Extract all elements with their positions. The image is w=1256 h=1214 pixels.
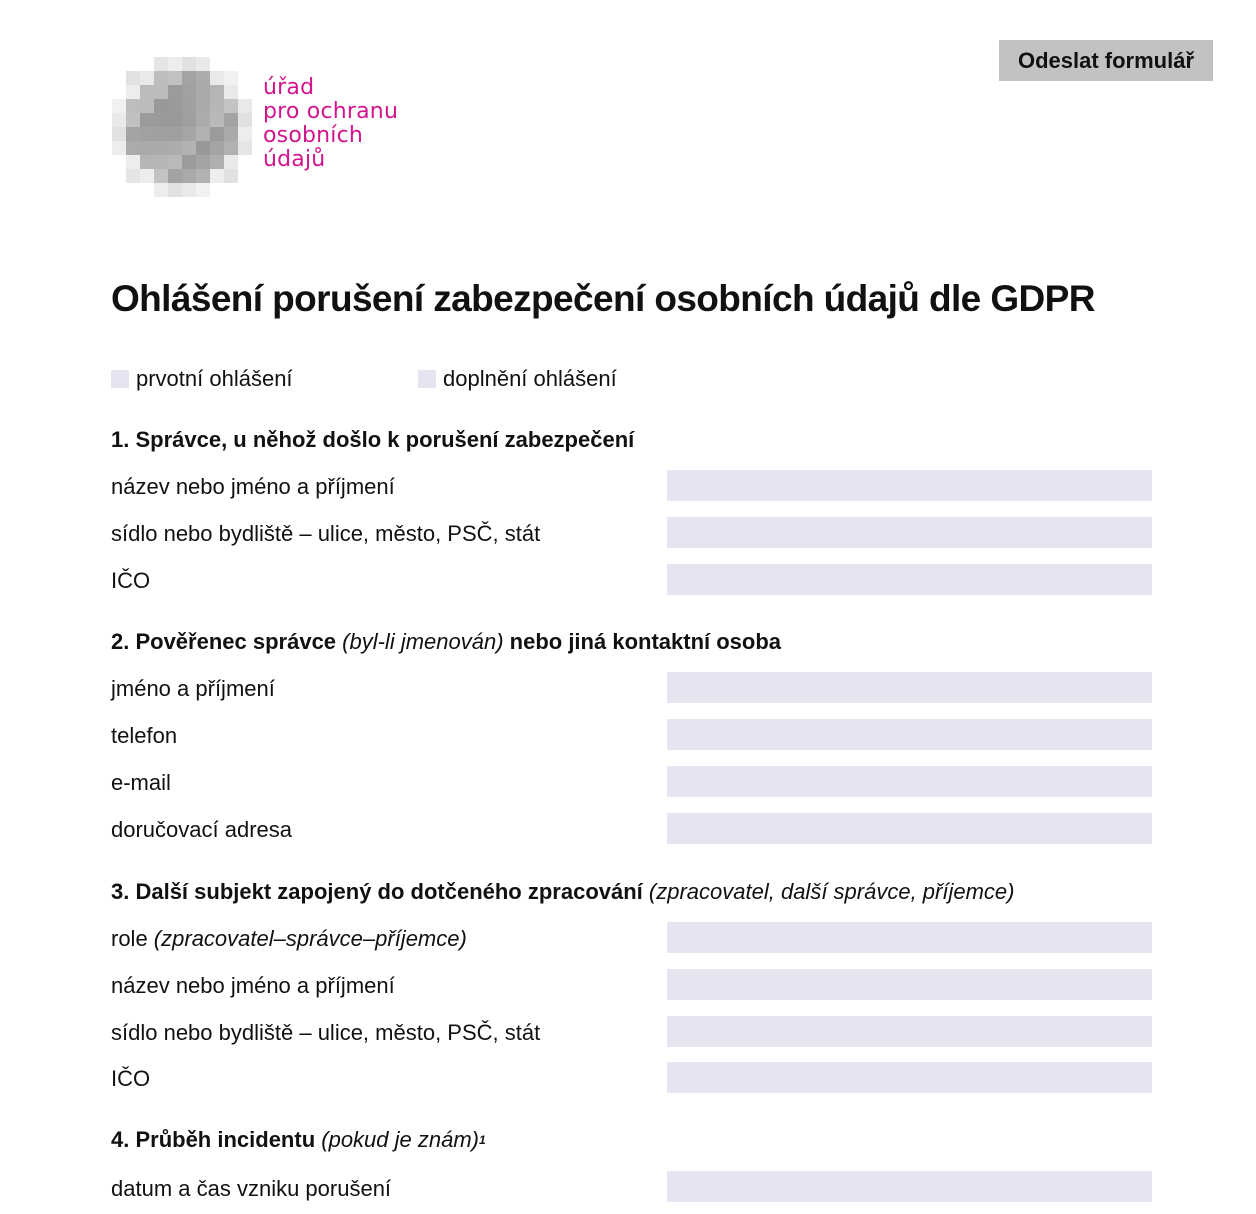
supplement-report-option[interactable]	[418, 366, 617, 392]
controller-ico-input[interactable]	[667, 564, 1152, 595]
other-party-address-input[interactable]	[667, 1016, 1152, 1047]
section-1-heading-text: 1. Správce, u něhož došlo k porušení zabezpečení	[111, 427, 635, 452]
controller-name-label: název nebo jméno a příjmení	[111, 474, 395, 499]
contact-phone-input[interactable]	[667, 719, 1152, 750]
other-party-role-hint: (zpracovatel–správce–příjemce)	[147, 926, 467, 951]
other-party-address-label: sídlo nebo bydliště – ulice, město, PSČ, stát	[111, 1020, 541, 1045]
section-4-heading-italic: (pokud je znám)	[315, 1127, 479, 1152]
document-title: Ohlášení porušení zabezpečení osobních údajů dle GDPR	[111, 278, 1095, 319]
contact-delivery-address-label: doručovací adresa	[111, 817, 292, 842]
other-party-name-input[interactable]	[667, 969, 1152, 1000]
other-party-ico-label: IČO	[111, 1066, 151, 1091]
initial-report-checkbox[interactable]	[111, 370, 129, 388]
contact-name-label: jméno a příjmení	[111, 676, 275, 701]
section-4-heading	[111, 1127, 486, 1153]
other-party-ico-input[interactable]	[667, 1062, 1152, 1093]
incident-datetime-label: datum a čas vzniku porušení	[111, 1176, 392, 1201]
contact-delivery-address-input[interactable]	[667, 813, 1152, 844]
section-3-heading-bold: 3. Další subjekt zapojený do dotčeného zpracování	[111, 879, 643, 904]
contact-email-label: e-mail	[111, 770, 171, 795]
controller-address-label: sídlo nebo bydliště – ulice, město, PSČ, stát	[111, 521, 541, 546]
section-4-heading-bold: 4. Průběh incidentu	[111, 1127, 316, 1152]
section-2-heading-bold-2: nebo jiná kontaktní osoba	[509, 629, 782, 654]
section-1-heading	[111, 427, 634, 453]
section-3-heading	[111, 879, 1015, 905]
section-2-heading	[111, 629, 781, 655]
submit-form-button[interactable]: Odeslat formulář	[999, 40, 1213, 81]
other-party-name-label: název nebo jméno a příjmení	[111, 973, 395, 998]
logo-line-2: pro ochranu	[263, 99, 399, 124]
incident-datetime-input[interactable]	[667, 1171, 1152, 1202]
other-party-role-label	[111, 926, 467, 952]
controller-address-input[interactable]	[667, 517, 1152, 548]
other-party-role-input[interactable]	[667, 922, 1152, 953]
other-party-role-text: role	[111, 926, 148, 951]
logo-line-1: úřad	[263, 75, 315, 100]
supplement-report-checkbox[interactable]	[418, 370, 436, 388]
contact-email-input[interactable]	[667, 766, 1152, 797]
office-logo-text	[263, 76, 398, 172]
footnote-marker: 1	[479, 1133, 486, 1147]
logo-emblem-icon	[112, 57, 252, 197]
initial-report-option[interactable]	[111, 366, 293, 392]
controller-name-input[interactable]	[667, 470, 1152, 501]
logo-line-3: osobních	[263, 123, 364, 148]
section-2-heading-bold-1: 2. Pověřenec správce	[111, 629, 337, 654]
supplement-report-label: doplnění ohlášení	[443, 366, 617, 391]
logo-line-4: údajů	[263, 147, 326, 172]
section-3-heading-italic: (zpracovatel, další správce, příjemce)	[642, 879, 1015, 904]
contact-phone-label: telefon	[111, 723, 178, 748]
contact-name-input[interactable]	[667, 672, 1152, 703]
initial-report-label: prvotní ohlášení	[136, 366, 293, 391]
controller-ico-label: IČO	[111, 568, 151, 593]
section-2-heading-italic: (byl-li jmenován)	[336, 629, 510, 654]
